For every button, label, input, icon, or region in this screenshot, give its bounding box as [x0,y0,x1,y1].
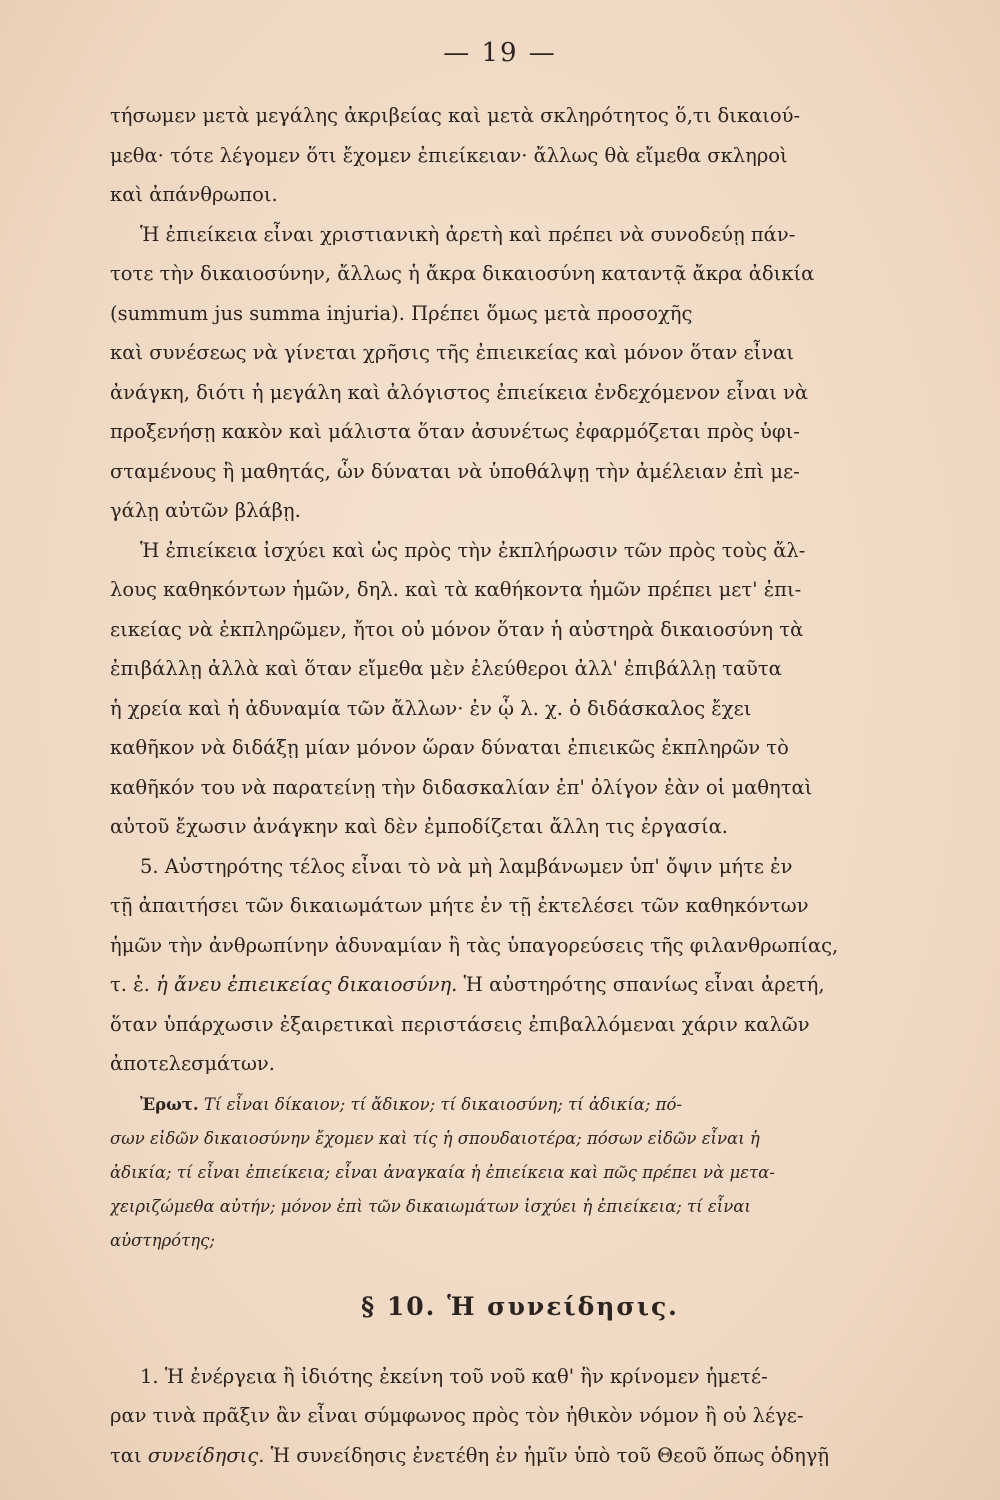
text-line: (summum jus summa injuria). Πρέπει ὅμως μετὰ προσοχῆς [110,301,693,325]
questions-label: Ἐρωτ. [140,1094,199,1114]
question-line: ἀδικία; τί εἶναι ἐπιείκεια; εἶναι ἀναγκαία ἡ ἐπιείκεια καὶ πῶς πρέπει νὰ μετα- [110,1162,775,1182]
text-line: γάλῃ αὐτῶν βλάβῃ. [110,499,301,522]
question-line: σων εἰδῶν δικαιοσύνην ἔχομεν καὶ τίς ἡ σπουδαιοτέρα; πόσων εἰδῶν εἶναι ἡ [110,1128,760,1148]
text-line: εικείας νὰ ἐκπληρῶμεν, ἤτοι οὐ μόνον ὅταν ἡ αὐστηρὰ δικαιοσύνη τὰ [110,617,804,641]
question-line: αὐστηρότης; [110,1230,215,1250]
text-line: ἡ χρεία καὶ ἡ ἀδυναμία τῶν ἄλλων· ἐν ᾧ λ. χ. ὁ διδάσκαλος ἔχει [110,696,752,720]
conscience-last-lead: ται [110,1443,142,1467]
austerity-rest: Ἡ αὐστηρότης σπανίως εἶναι ἀρετή, [463,973,825,996]
text-line: ἡμῶν τὴν ἀνθρωπίνην ἀδυναμίαν ἢ τὰς ὑπαγορεύσεις τῆς φιλανθρωπίας, [110,933,839,957]
text-line: τοτε τὴν δικαιοσύνην, ἄλλως ἡ ἄκρα δικαιοσύνη καταντᾷ ἄκρα ἀδικία [110,262,815,285]
text-line: ὅταν ὑπάρχωσιν ἐξαιρετικαὶ περιστάσεις ἐπιβαλλόμεναι χάριν καλῶν [110,1012,810,1036]
text-line: ἀποτελεσμάτων. [110,1052,275,1075]
text-line: προξενήσῃ κακὸν καὶ μάλιστα ὅταν ἀσυνέτως ἐφαρμόζεται πρὸς ὑφι- [110,420,800,443]
page-body [110,96,930,1475]
text-line: ραν τινὰ πρᾶξιν ἂν εἶναι σύμφωνος πρὸς τὸν ἠθικὸν νόμον ἢ οὐ λέγε- [110,1404,804,1427]
austerity-lead: τ. ἐ. [110,973,150,996]
text-line: καθῆκόν του νὰ παρατείνῃ τὴν διδασκαλίαν ἐπ' ὀλίγον ἐὰν οἱ μαθηταὶ [110,775,813,799]
section-heading: § 10. Ἡ συνείδησις. [361,1291,679,1321]
text-line: ἐπιβάλλῃ ἀλλὰ καὶ ὅταν εἴμεθα μὲν ἐλεύθεροι ἀλλ' ἐπιβάλλῃ ταῦτα [110,657,782,680]
text-line: αὐτοῦ ἔχωσιν ἀνάγκην καὶ δὲν ἐμποδίζεται ἄλλη τις ἐργασία. [110,815,728,838]
text-line: καθῆκον νὰ διδάξῃ μίαν μόνον ὥραν δύναται ἐπιεικῶς ἐκπληρῶν τὸ [110,736,789,759]
conscience-last-rest: Ἡ συνείδησις ἐνετέθη ἐν ἡμῖν ὑπὸ τοῦ Θεοῦ ὅπως ὁδηγῇ [270,1443,830,1467]
text-line: τήσωμεν μετὰ μεγάλης ἀκριβείας καὶ μετὰ σκληρότητος ὅ,τι δικαιού- [110,104,801,127]
text-line: μεθα· τότε λέγομεν ὅτι ἔχομεν ἐπιείκειαν· ἄλλως θὰ εἴμεθα σκληροὶ [110,143,788,167]
text-line: 1. Ἡ ἐνέργεια ἢ ἰδιότης ἐκείνη τοῦ νοῦ καθ' ἣν κρίνομεν ἡμετέ- [140,1364,768,1388]
review-questions [110,1088,930,1258]
text-line: Ἡ ἐπιείκεια ἰσχύει καὶ ὡς πρὸς τὴν ἐκπλήρωσιν τῶν πρὸς τοὺς ἄλ- [140,538,806,562]
text-line-austerity [110,965,930,1005]
question-line [110,1088,930,1122]
text-line: ἀνάγκη, διότι ἡ μεγάλη καὶ ἀλόγιστος ἐπιείκεια ἐνδεχόμενον εἶναι νὰ [110,380,809,404]
text-line: καὶ συνέσεως νὰ γίνεται χρῆσις τῆς ἐπιεικείας καὶ μόνον ὅταν εἶναι [110,341,794,364]
conscience-last-italic: συνείδησις. [147,1443,265,1467]
text-line: 5. Αὐστηρότης τέλος εἶναι τὸ νὰ μὴ λαμβάνωμεν ὑπ' ὄψιν μήτε ἐν [140,854,793,878]
text-line: καὶ ἀπάνθρωποι. [110,183,278,206]
page-number: — 19 — [443,38,557,68]
text-line-conscience-last [110,1436,930,1476]
questions-first: Τί εἶναι δίκαιον; τί ἄδικον; τί δικαιοσύνη; τί ἀδικία; πό- [203,1094,683,1114]
text-line: λους καθηκόντων ἡμῶν, δηλ. καὶ τὰ καθήκοντα ἡμῶν πρέπει μετ' ἐπι- [110,578,802,601]
austerity-italic: ἡ ἄνευ ἐπιεικείας δικαιοσύνη. [156,973,458,996]
question-line: χειριζώμεθα αὐτήν; μόνον ἐπὶ τῶν δικαιωμάτων ἰσχύει ἡ ἐπιείκεια; τί εἶναι [110,1196,751,1216]
text-line: Ἡ ἐπιείκεια εἶναι χριστιανικὴ ἀρετὴ καὶ πρέπει νὰ συνοδεύῃ πάν- [140,222,796,246]
text-line: τῇ ἀπαιτήσει τῶν δικαιωμάτων μήτε ἐν τῇ ἐκτελέσει τῶν καθηκόντων [110,894,809,917]
text-line: σταμένους ἢ μαθητάς, ὧν δύναται νὰ ὑποθάλψῃ τὴν ἀμέλειαν ἐπὶ με- [110,459,800,483]
